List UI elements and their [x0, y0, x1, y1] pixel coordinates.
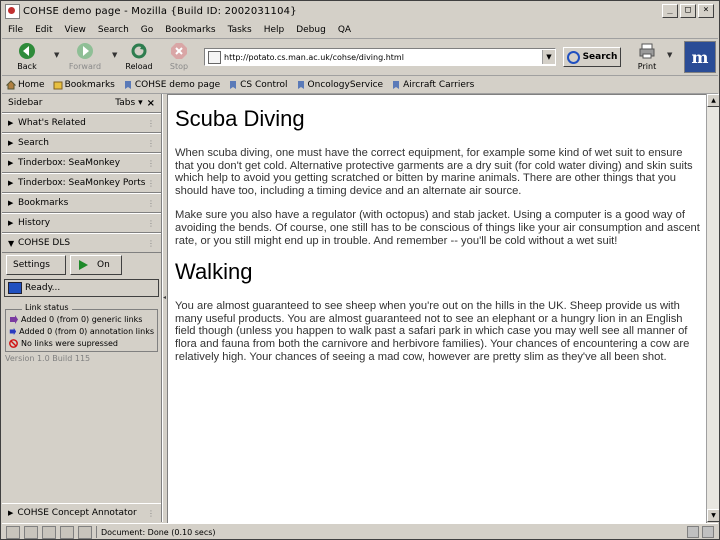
url-dropdown-arrow[interactable]: ▼ [542, 50, 555, 64]
bookmark-cohse-demo[interactable]: COHSE demo page [119, 80, 224, 90]
menu-view[interactable]: View [64, 24, 86, 35]
arrow-icon [9, 327, 16, 336]
sidebar-panel-cohse-annotator[interactable]: ▶ COHSE Concept Annotator ⋮ [2, 503, 161, 522]
paragraph: Make sure you also have a regulator (with octopus) and stab jacket. Using a computer is a good way of avoiding the bends. Of course, one still has to be conscious of things like your air consumption and ascent rate, or you still might end up in trouble. And remember -- you'll be cold without a wet suit! [175, 209, 700, 247]
annotation-links-status: Added 0 (from 0) annotation links [9, 325, 154, 337]
bookmark-icon [391, 80, 401, 90]
link-status-group [5, 303, 158, 352]
bookmark-icon [228, 80, 238, 90]
navigation-toolbar [2, 39, 718, 76]
link-status-legend: Link status [22, 303, 72, 312]
sidebar-panel-tinderbox-seamonkey[interactable]: ▶ Tinderbox: SeaMonkey ⋮ [2, 153, 161, 173]
navigator-icon[interactable] [6, 526, 20, 539]
no-entry-icon [9, 339, 18, 348]
page-content [167, 94, 707, 524]
expanded-triangle-icon: ▼ [8, 238, 15, 248]
menu-tasks[interactable]: Tasks [227, 24, 252, 35]
sidebar-close-icon[interactable]: × [146, 97, 155, 109]
collapsed-triangle-icon: ▶ [8, 139, 14, 147]
sidebar-panel-bookmarks[interactable]: ▶ Bookmarks ⋮ [2, 193, 161, 213]
on-toggle-button[interactable]: On [70, 255, 122, 275]
printer-icon [638, 42, 656, 60]
grip-icon: ⋮ [147, 138, 155, 148]
menu-go[interactable]: Go [140, 24, 154, 35]
home-button[interactable]: Home [2, 80, 49, 90]
forward-arrow-icon [76, 42, 94, 60]
bookmarks-menu-button[interactable]: Bookmarks [49, 80, 119, 90]
stop-button[interactable]: Stop [160, 41, 198, 73]
sidebar-panel-tinderbox-ports[interactable]: ▶ Tinderbox: SeaMonkey Ports ⋮ [2, 173, 161, 193]
close-window-button[interactable]: × [698, 4, 714, 18]
cohse-dls-content [2, 253, 161, 363]
bookmark-oncology-service[interactable]: OncologyService [292, 80, 388, 90]
magnifier-icon [567, 51, 580, 64]
reload-button[interactable]: Reload [120, 41, 158, 73]
settings-button[interactable]: Settings [6, 255, 66, 275]
monitor-icon [8, 282, 22, 294]
menu-bar [2, 21, 718, 39]
status-divider [96, 526, 97, 538]
stop-icon [170, 42, 188, 60]
menu-file[interactable]: File [8, 24, 24, 35]
mozilla-throbber-logo[interactable]: m [684, 41, 716, 73]
title-bar [2, 2, 718, 20]
personal-toolbar [2, 76, 718, 94]
print-dropdown[interactable]: ▼ [667, 51, 673, 59]
page-icon [208, 51, 221, 64]
print-button[interactable]: Print [628, 41, 666, 73]
menu-debug[interactable]: Debug [296, 24, 326, 35]
address-book-icon[interactable] [60, 526, 74, 539]
sidebar-tabs-menu[interactable]: Tabs ▾ [115, 98, 143, 108]
status-indicators [687, 526, 714, 538]
search-button[interactable]: Search [563, 47, 621, 67]
sidebar-panel-cohse-dls[interactable]: ▼ COHSE DLS ⋮ [2, 233, 161, 253]
sidebar [2, 94, 162, 522]
paragraph: You are almost guaranteed to see sheep when you're out on the hills in the UK. Sheep provide us with many useful products. You are almost guaranteed not to see an elephant or a hungry lion in an English field though (unless you happen to walk past a safari park in which case you may well see all manner of flora and fauna from both the carnivore and herbivore families). Your chances of encountering a cow are relatively high. Your chances of seeing a mad cow, however are pretty slim as they've all been shot. [175, 300, 690, 363]
section-heading-walking: Walking [175, 259, 253, 285]
collapsed-triangle-icon: ▶ [8, 199, 14, 207]
version-text: Version 1.0 Build 115 [5, 354, 91, 363]
section-heading-scuba: Scuba Diving [175, 106, 305, 131]
grip-icon: ⋮ [147, 158, 155, 168]
bookmark-folder-icon [53, 80, 63, 90]
forward-button[interactable]: Forward [66, 41, 104, 73]
menu-bookmarks[interactable]: Bookmarks [165, 24, 216, 35]
suppressed-links-status: No links were supressed [9, 337, 154, 349]
grip-icon: ⋮ [147, 508, 155, 518]
back-history-dropdown[interactable]: ▼ [54, 51, 60, 59]
sidebar-header [2, 94, 161, 113]
sidebar-panel-history[interactable]: ▶ History ⋮ [2, 213, 161, 233]
menu-edit[interactable]: Edit [35, 24, 53, 35]
composer-icon[interactable] [42, 526, 56, 539]
sidebar-panel-search[interactable]: ▶ Search ⋮ [2, 133, 161, 153]
status-ready-field: Ready... [4, 279, 159, 297]
grip-icon: ⋮ [147, 118, 155, 128]
grip-icon: ⋮ [147, 198, 155, 208]
scroll-up-button[interactable]: ▲ [707, 94, 720, 107]
url-text[interactable]: http://potato.cs.man.ac.uk/cohse/diving.html [224, 52, 404, 62]
bookmark-icon [296, 80, 306, 90]
sidebar-title: Sidebar [8, 98, 43, 108]
status-text: Document: Done (0.10 secs) [101, 527, 216, 537]
online-status-icon[interactable] [702, 526, 714, 538]
home-icon [6, 80, 16, 90]
back-arrow-icon [18, 42, 36, 60]
status-bar [2, 523, 718, 540]
collapsed-triangle-icon: ▶ [8, 179, 14, 187]
window-controls [662, 4, 714, 18]
arrow-icon [9, 315, 18, 324]
grip-icon: ⋮ [147, 238, 155, 248]
grip-icon: ⋮ [147, 178, 155, 188]
splitter-grip-icon: ◂ [163, 294, 167, 301]
sidebar-panel-whats-related[interactable]: ▶ What's Related ⋮ [2, 113, 161, 133]
collapsed-triangle-icon: ▶ [8, 219, 14, 227]
bookmark-cs-control[interactable]: CS Control [224, 80, 291, 90]
menu-qa[interactable]: QA [337, 24, 352, 35]
reload-icon [130, 42, 148, 60]
minimize-button[interactable]: _ [662, 4, 678, 18]
maximize-button[interactable]: □ [680, 4, 696, 18]
forward-history-dropdown[interactable]: ▼ [112, 51, 118, 59]
vertical-scrollbar[interactable] [706, 94, 720, 522]
url-field[interactable] [204, 48, 556, 66]
collapsed-triangle-icon: ▶ [8, 509, 14, 517]
mail-icon[interactable] [24, 526, 38, 539]
bookmark-icon [123, 80, 133, 90]
play-icon [77, 259, 89, 271]
back-button[interactable]: Back [8, 41, 46, 73]
collapsed-triangle-icon: ▶ [8, 159, 14, 167]
collapsed-triangle-icon: ▶ [8, 119, 14, 127]
security-lock-icon[interactable] [687, 526, 699, 538]
scroll-down-button[interactable]: ▼ [707, 509, 720, 522]
menu-help[interactable]: Help [263, 24, 285, 35]
bookmark-aircraft-carriers[interactable]: Aircraft Carriers [387, 80, 478, 90]
window-title: COHSE demo page - Mozilla {Build ID: 2002031104} [23, 5, 297, 17]
paragraph: When scuba diving, one must have the correct equipment, for example some kind of wet suit to ensure that you don't get cold. Alternative protective garments are a dry suit (for cold water diving) and skin suits which help to avoid you getting scratched or bitten by marine animals. There are other things that you should have too, including a timing device and an alternate air source. [175, 147, 693, 197]
chat-icon[interactable] [78, 526, 92, 539]
menu-search[interactable]: Search [97, 24, 129, 35]
grip-icon: ⋮ [147, 218, 155, 228]
mozilla-app-icon [5, 4, 20, 19]
generic-links-status: Added 0 (from 0) generic links [9, 313, 154, 325]
